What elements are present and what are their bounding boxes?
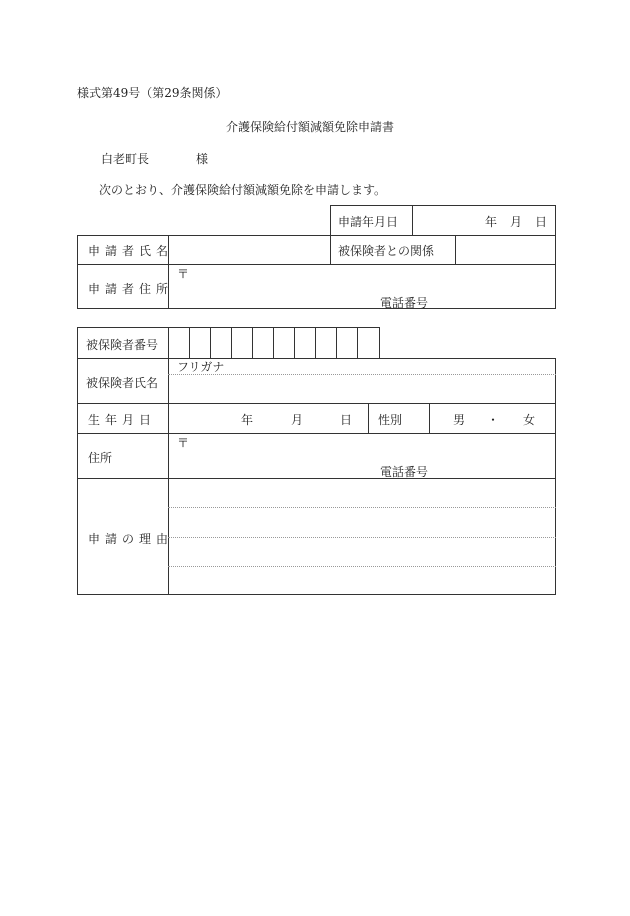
postal-mark: 〒 <box>177 267 190 281</box>
dotted-divider <box>168 537 556 538</box>
divider <box>429 403 430 433</box>
insured-number-field[interactable] <box>170 329 378 357</box>
divider <box>77 403 556 404</box>
birthdate-label: 生年月日 <box>88 413 157 427</box>
reason-line-4[interactable] <box>170 568 554 593</box>
applicant-address-field[interactable] <box>190 266 554 288</box>
insured-address-field[interactable] <box>190 435 554 457</box>
dotted-divider <box>168 566 556 567</box>
applicant-name-field[interactable] <box>170 237 328 262</box>
furigana-label: フリガナ <box>177 360 225 374</box>
dotted-divider <box>168 507 556 508</box>
phone-label: 電話番号 <box>380 296 429 310</box>
reason-label: 申請の理由 <box>88 532 174 546</box>
insured-name-field[interactable] <box>170 376 554 402</box>
date-day: 日 <box>535 215 548 229</box>
divider <box>412 205 413 236</box>
divider <box>330 235 331 264</box>
application-date-label: 申請年月日 <box>338 215 399 229</box>
divider <box>455 235 456 264</box>
birth-month: 月 <box>291 413 304 427</box>
furigana-field[interactable] <box>225 360 554 373</box>
insured-number-label: 被保険者番号 <box>86 338 159 352</box>
postal-mark: 〒 <box>177 436 190 450</box>
birth-day: 日 <box>340 413 353 427</box>
sex-option-male[interactable]: 男 <box>453 413 466 427</box>
insured-name-label: 被保険者氏名 <box>86 376 159 390</box>
date-month: 月 <box>510 215 523 229</box>
birth-year: 年 <box>241 413 254 427</box>
reason-line-2[interactable] <box>170 509 554 535</box>
page-title: 介護保険給付額減額免除申請書 <box>226 120 395 134</box>
applicant-name-label: 申請者氏名 <box>88 244 174 258</box>
honorific: 様 <box>196 152 209 166</box>
form-number: 様式第49号（第29条関係） <box>77 86 228 100</box>
dotted-divider <box>168 374 556 375</box>
addressee: 白老町長 <box>101 152 150 166</box>
sex-separator: ・ <box>487 413 500 427</box>
sex-label: 性別 <box>378 413 403 427</box>
divider <box>77 478 556 479</box>
divider <box>168 327 169 359</box>
divider <box>368 403 369 433</box>
divider <box>77 264 556 265</box>
applicant-address-label: 申請者住所 <box>88 282 174 296</box>
reason-line-1[interactable] <box>170 480 554 506</box>
relation-label: 被保険者との関係 <box>338 244 435 258</box>
relation-field[interactable] <box>457 237 554 262</box>
address-label: 住所 <box>88 451 113 465</box>
sex-option-female[interactable]: 女 <box>523 413 536 427</box>
divider <box>168 358 169 595</box>
divider <box>77 433 556 434</box>
date-year: 年 <box>485 215 498 229</box>
phone-label: 電話番号 <box>380 465 429 479</box>
reason-line-3[interactable] <box>170 539 554 565</box>
intro-text: 次のとおり、介護保険給付額減額免除を申請します。 <box>99 183 387 197</box>
